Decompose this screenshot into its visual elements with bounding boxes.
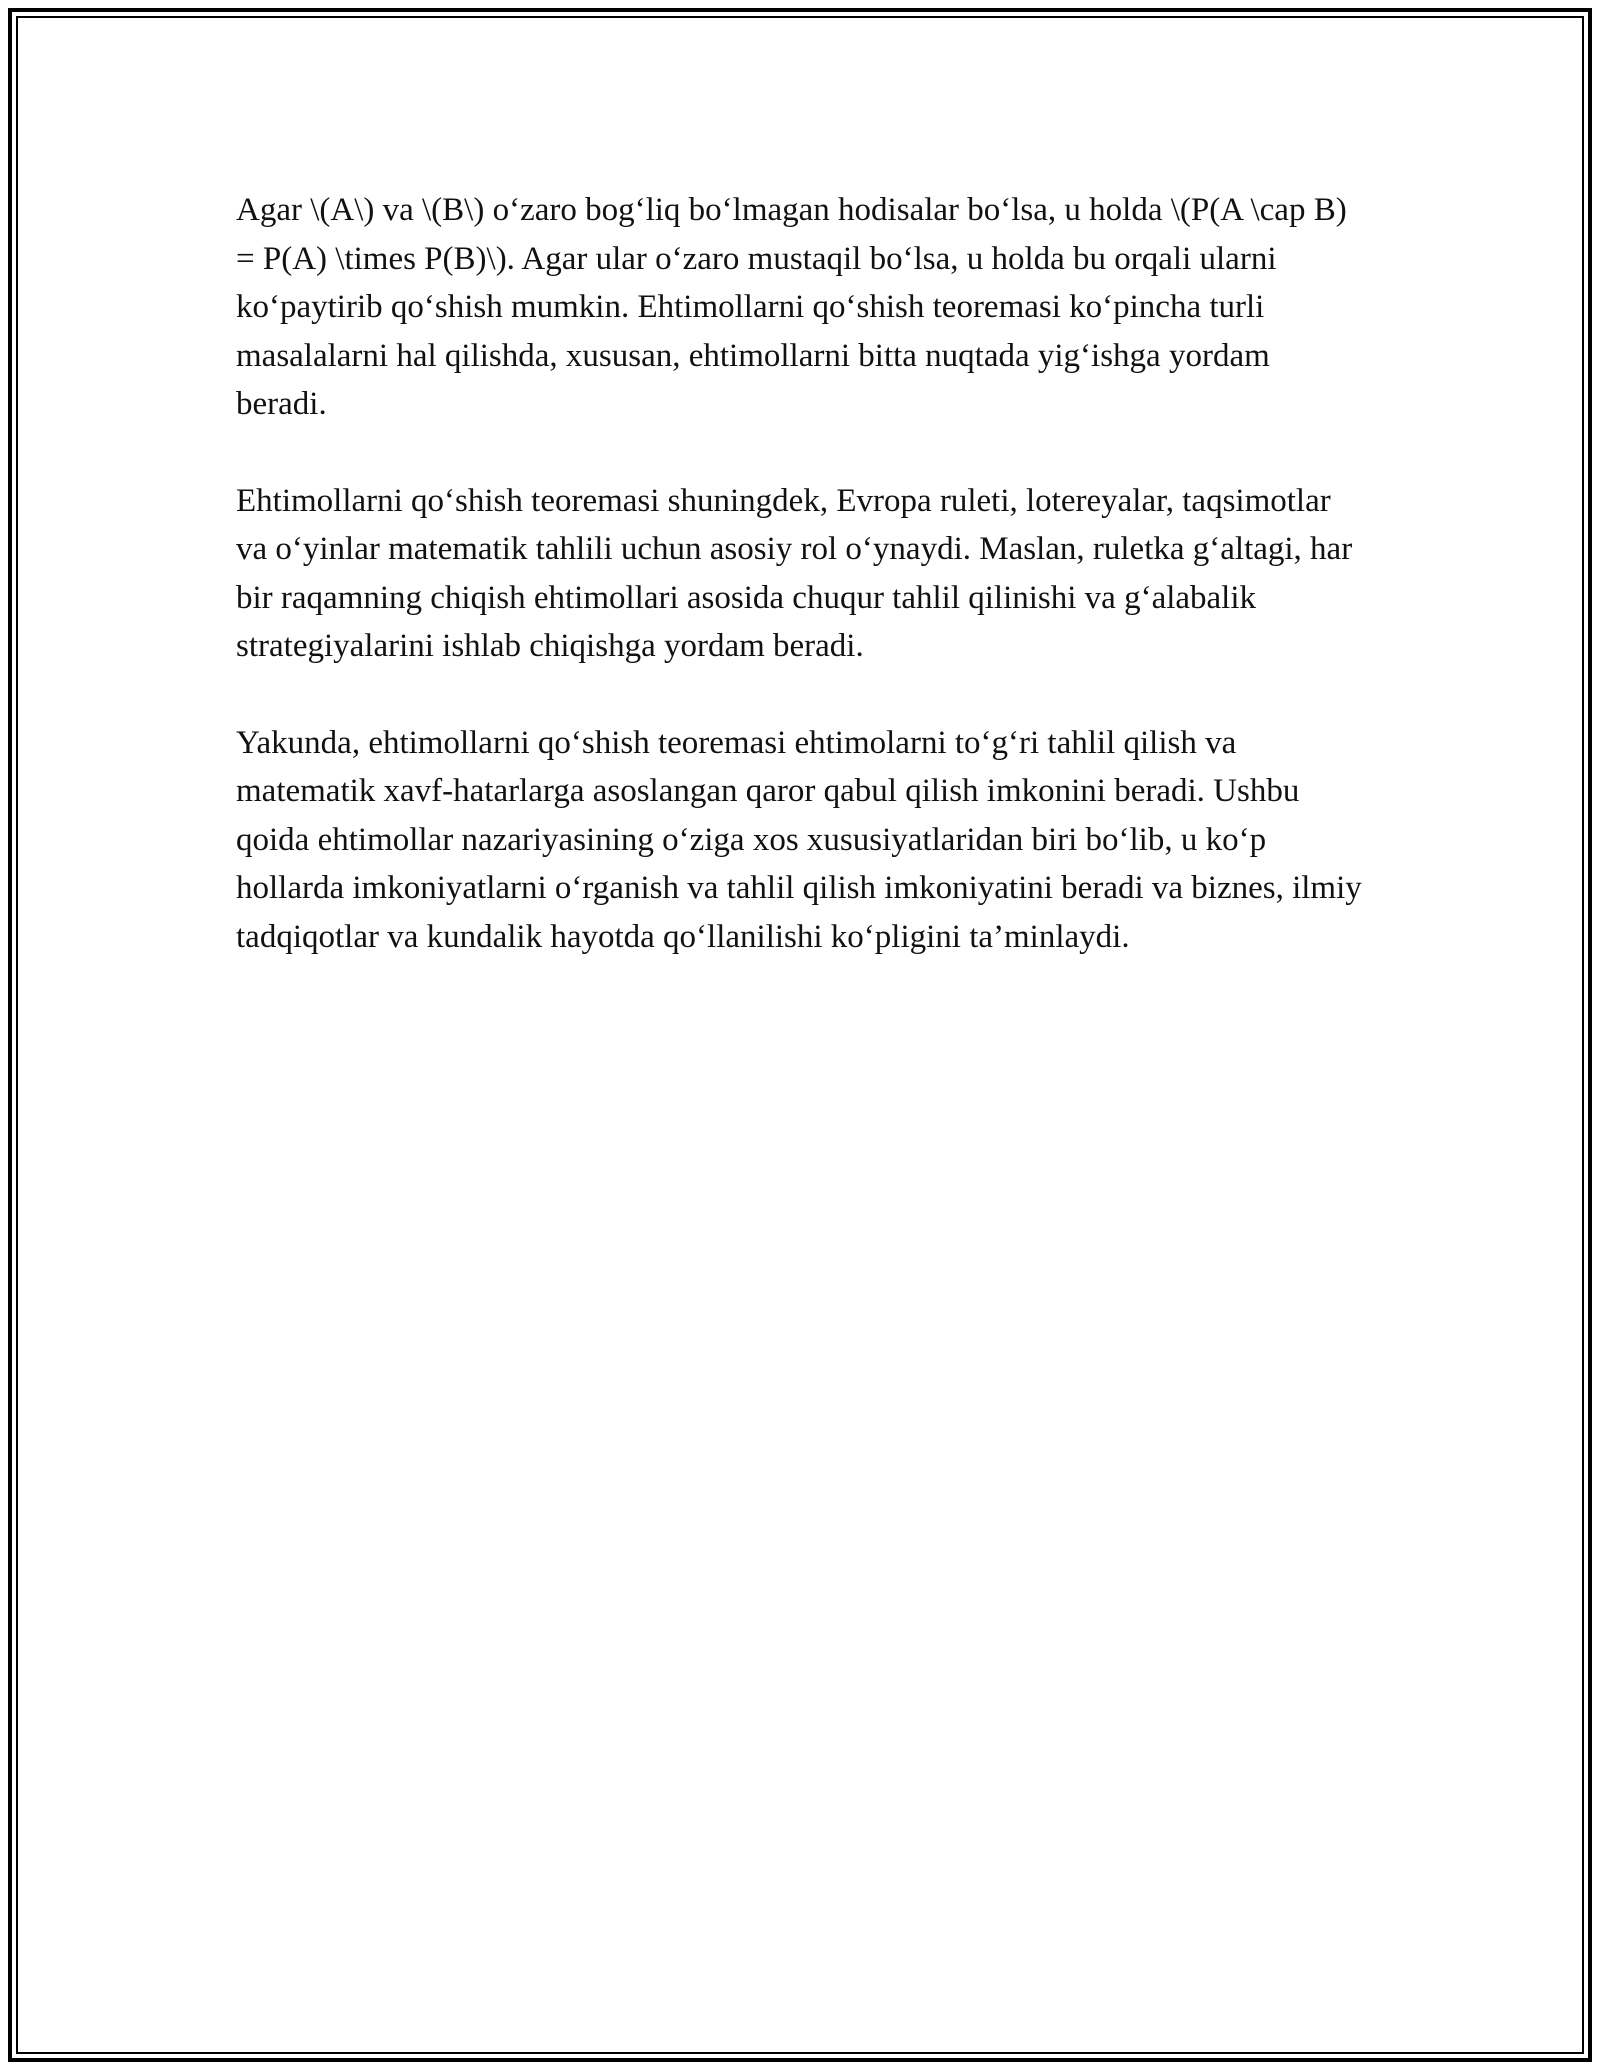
paragraph-2: Ehtimollarni qo‘shish teoremasi shuningdek, Evropa ruleti, lotereyalar, taqsimotlar va o‘yinlar matematik tahlili uchun asosiy rol o‘ynaydi. Maslan, ruletka g‘altagi, har bir raqamning chiqish ehtimollari asosida chuqur tahlil qilinishi va g‘alabalik strategiyalarini ishlab chiqishga yordam beradi. <box>236 482 1353 664</box>
document-body <box>236 186 1366 1009</box>
paragraph-3: Yakunda, ehtimollarni qo‘shish teoremasi ehtimolarni to‘g‘ri tahlil qilish va matematik xavf-hatarlarga asoslangan qaror qabul qilish imkonini beradi. Ushbu qoida ehtimollar nazariyasining o‘ziga xos xususiyatlaridan biri bo‘lib, u ko‘p hollarda imkoniyatlarni o‘rganish va tahlil qilish imkoniyatini beradi va biznes, ilmiy tadqiqotlar va kundalik hayotda qo‘llanilishi ko‘pligini ta’minlaydi. <box>236 724 1362 955</box>
paragraph-1: Agar \(A\) va \(B\) o‘zaro bog‘liq bo‘lmagan hodisalar bo‘lsa, u holda \(P(A \cap B) = P(A) \times P(B)\). Agar ular o‘zaro mustaqil bo‘lsa, u holda bu orqali ularni ko‘paytirib qo‘shish mumkin. Ehtimollarni qo‘shish teoremasi ko‘pincha turli masalalarni hal qilishda, xususan, ehtimollarni bitta nuqtada yig‘ishga yordam beradi. <box>236 192 1347 422</box>
